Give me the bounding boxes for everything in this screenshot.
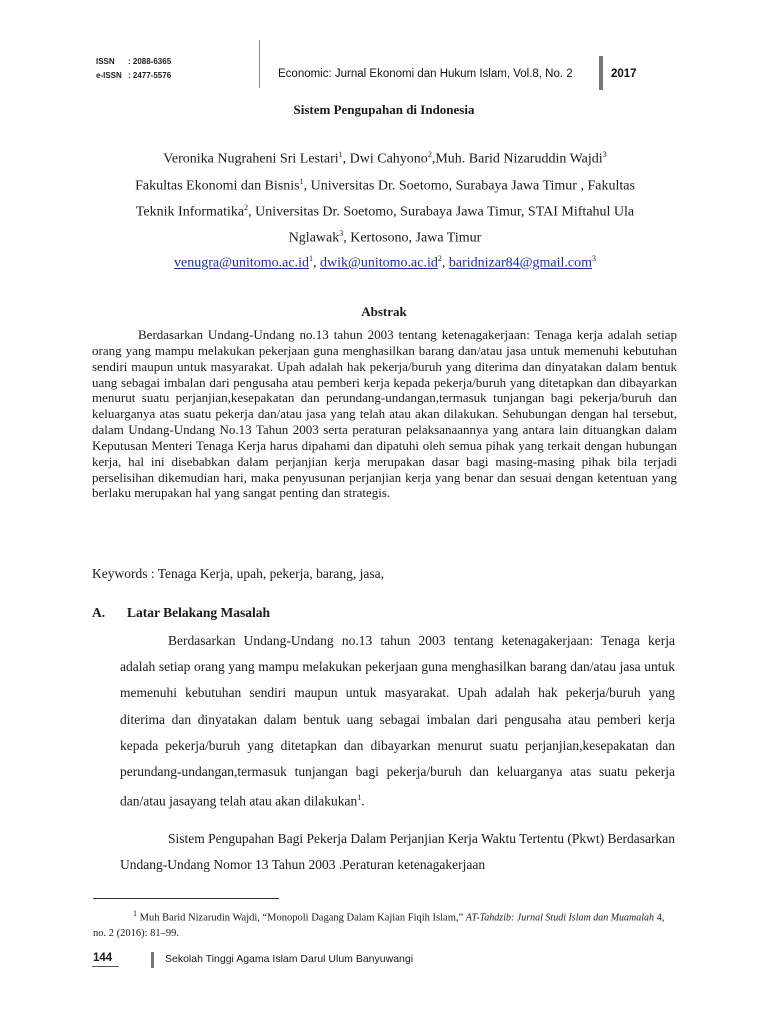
page-number: 144 — [93, 952, 113, 964]
issn-label: ISSN — [96, 57, 115, 66]
body-paragraph-2: Sistem Pengupahan Bagi Pekerja Dalam Perjanjian Kerja Waktu Tertentu (Pkwt) Berdasarkan Undang-Undang Nomor 13 Tahun 2003 .Peraturan ketenagakerjaan — [120, 831, 675, 873]
email-link-1[interactable]: venugra@unitomo.ac.id — [174, 255, 309, 271]
affiliation-2a: Teknik Informatika — [135, 204, 245, 220]
issn-value: : 2088-6365 — [128, 57, 172, 66]
affiliation-line-1 — [90, 177, 680, 195]
affiliation-3a: Nglawak — [288, 230, 340, 246]
body-paragraph-1 — [120, 628, 675, 815]
email-3-sup: 3 — [591, 254, 596, 263]
affiliation-line-2 — [90, 203, 680, 221]
keywords: Keywords : Tenaga Kerja, upah, pekerja, barang, jasa, — [92, 566, 384, 581]
email-sep: , — [441, 255, 449, 271]
affiliation-3-sup: 3 — [339, 229, 344, 238]
eissn-label: e-ISSN — [96, 71, 122, 80]
email-link-2[interactable]: dwik@unitomo.ac.id — [319, 255, 438, 271]
eissn-value: : 2477-5576 — [128, 71, 172, 80]
section-number: A. — [92, 605, 106, 620]
footnote-text-b: 4, no. 2 (2016): 81–99. — [93, 912, 665, 939]
author-2: , Dwi Cahyono — [342, 151, 428, 167]
paper-title: Sistem Pengupahan di Indonesia — [293, 102, 475, 117]
email-1-sup: 1 — [308, 254, 313, 263]
footnote-number: 1 — [133, 909, 137, 918]
abstract-heading: Abstrak — [361, 304, 407, 319]
journal-year: 2017 — [611, 68, 637, 80]
affiliation-1-sup: 1 — [299, 177, 304, 186]
author-line — [90, 150, 680, 168]
affiliation-3b: , Kertosono, Jawa Timur — [343, 230, 482, 246]
footnote — [93, 906, 678, 941]
header-divider — [259, 40, 260, 88]
email-line — [90, 254, 680, 272]
section-title: Latar Belakang Masalah — [127, 605, 271, 620]
affiliation-1b: , Universitas Dr. Soetomo, Surabaya Jawa Timur , Fakultas — [303, 178, 635, 194]
footer-institution: Sekolah Tinggi Agama Islam Darul Ulum Banyuwangi — [165, 953, 414, 965]
footnote-rule — [93, 898, 279, 899]
email-2-sup: 2 — [437, 254, 442, 263]
email-link-3[interactable]: baridnizar84@gmail.com — [448, 255, 592, 271]
affiliation-2b: , Universitas Dr. Soetomo, Surabaya Jawa Timur, STAI Miftahul Ula — [248, 204, 635, 220]
email-sep: , — [312, 255, 320, 271]
author-2-sup: 2 — [427, 150, 432, 159]
author-3-sup: 3 — [602, 150, 607, 159]
author-1-sup: 1 — [338, 150, 343, 159]
affiliation-1a: Fakultas Ekonomi dan Bisnis — [135, 178, 300, 194]
year-divider — [599, 56, 603, 90]
author-1: Veronika Nugraheni Sri Lestari — [163, 151, 339, 167]
footer-divider — [151, 952, 154, 968]
affiliation-line-3 — [90, 229, 680, 247]
footnote-ref-1[interactable]: 1 — [357, 793, 362, 803]
footnote-journal: AT-Tahdzib: Jurnal Studi Islam dan Muamalah — [465, 912, 655, 924]
body-p1-end: . — [361, 793, 365, 809]
abstract-text: Berdasarkan Undang-Undang no.13 tahun 2003 tentang ketenagakerjaan: Tenaga kerja adalah setiap orang yang mampu melakukan pekerjaan guna menghasilkan barang dan/atau jasa untuk memenuhi kebutuhan sendiri maupun untuk masyarakat. Upah adalah hak pekerja/buruh yang diterima dan dinyatakan dalam bentuk uang sebagai imbalan dari pengusaha atau pemberi kerja kepada pekerja/buruh yang ditetapkan dan dibayarkan menurut suatu perjanjian,kesepakatan dan perundang-undangan,termasuk tunjangan bagi pekerja/buruh dan keluarganya atas suatu pekerja dan/atau jasa yang telah atau akan dilakukan. Sehubungan dengan hal tersebut, dalam Undang-Undang No.13 Tahun 2003 serta peraturan pelaksanaannya yang antara lain dituangkan dalam Keputusan Menteri Tenaga Kerja harus dipahami dan dipatuhi oleh semua pihak yang terkait dengan hubungan kerja, hal ini disebabkan dalam perjanjian kerja merupakan dasar bagi masing-masing pihak bila terjadi perselisihan dikemudian hari, maka penyusunan perjanjian kerja yang benar dan sesuai dengan ketentuan yang berlaku merupakan hal yang sangat penting dan strategis. — [92, 327, 677, 501]
author-3: ,Muh. Barid Nizaruddin Wajdi — [431, 151, 603, 167]
footnote-text-a: Muh Barid Nizarudin Wajdi, “Monopoli Dagang Dalam Kajian Fiqih Islam,” — [137, 912, 466, 924]
journal-name: Economic: Jurnal Ekonomi dan Hukum Islam, Vol.8, No. 2 — [278, 68, 573, 80]
affiliation-2-sup: 2 — [244, 203, 249, 212]
body-p1-text: Berdasarkan Undang-Undang no.13 tahun 2003 tentang ketenagakerjaan: Tenaga kerja adalah setiap orang yang mampu melakukan pekerjaan guna menghasilkan barang dan/atau jasa untuk memenuhi kebutuhan sendiri maupun untuk masyarakat. Upah adalah hak pekerja/buruh yang diterima dan dinyatakan dalam bentuk uang sebagai imbalan dari pengusaha atau pemberi kerja kepada pekerja/buruh yang ditetapkan dan dibayarkan menurut suatu perjanjian,kesepakatan dan perundang-undangan,termasuk tunjangan bagi pekerja/buruh dan keluarganya atas suatu pekerja dan/atau jasayang telah atau akan dilakukan — [120, 633, 675, 809]
footer-rule — [92, 966, 119, 967]
